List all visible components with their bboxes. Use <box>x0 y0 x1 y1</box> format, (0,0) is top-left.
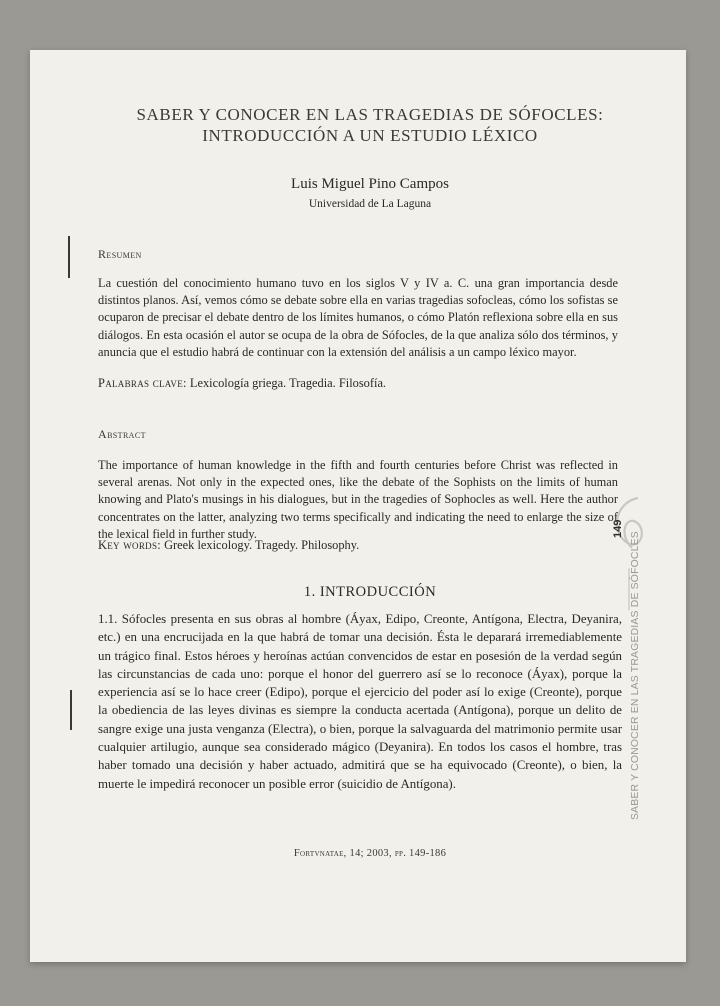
resumen-text: La cuestión del conocimiento humano tuvo en los siglos V y IV a. C. una gran importancia desde distintos planos. Así, vemos cómo se debate sobre ella en varias tragedias sofocleas, cómo los sofistas se ocuparon de precisar el debate dentro de los límites humanos, o cómo Platón reflexiona sobre ella en sus diálogos. En esta ocasión el autor se ocupa de la obra de Sófocles, de la que analiza sólo dos términos, y anuncia que el estudio habrá de continuar con la extensión del análisis a un campo léxico mayor. <box>98 276 618 359</box>
resumen-keywords <box>98 376 618 391</box>
journal-logo-ornament <box>596 490 656 870</box>
abstract-keywords-label: Key words: <box>98 538 161 552</box>
resumen-keywords-label: Palabras clave: <box>98 376 187 390</box>
resumen-label: Resumen <box>98 247 142 261</box>
page-number: 149 <box>612 519 624 538</box>
introduction-text: 1.1. Sófocles presenta en sus obras al hombre (Áyax, Edipo, Creonte, Antígona, Electra, Deyanira, etc.) en una encrucijada en la que habrá de tomar una decisión. Ésta le deparará irremediablemente un trágico final. Estos héroes y heroínas actúan convencidos de estar en posesión de la verdad según las circunstancias de cada uno: porque el honor del guerrero así se lo reconoce (Áyax), porque la experiencia así se lo hace creer (Edipo), porque el ejercicio del poder así lo exige (Creonte), porque la obediencia de las leyes divinas es siempre la conducta acertada (Antígona), porque un delito de sangre exige una justa venganza (Electra), o bien, porque la salvaguarda del matrimonio permite usar cualquier artilugio, aunque sea considerado mágico (Deyanira). En todos los casos el hombre, tras haber tomado una decisión y haber actuado, admitirá que se ha equivocado (Creonte), o bien, la muerte le impedirá reconocer un posible error (suicidio de Antígona). <box>98 612 622 791</box>
title-line-2: INTRODUCCIÓN A UN ESTUDIO LÉXICO <box>202 126 538 145</box>
journal-citation <box>90 848 650 859</box>
title-line-1: SABER Y CONOCER EN LAS TRAGEDIAS DE SÓFOCLES: <box>136 105 604 124</box>
running-title: SABER Y CONOCER EN LAS TRAGEDIAS DE SÓFOCLES <box>630 531 641 820</box>
abstract-text: The importance of human knowledge in the fifth and fourth centuries before Christ was reflected in several arenas. Not only in the expected ones, like the debate of the Sophists on the limits of human knowing and Plato's musings in his dialogues, but in the tragedies of Sophocles as well. Here the author concentrates on the latter, analyzing two terms specifically and indicating the need to enlarge the size of the lexical field in further study. <box>98 458 618 541</box>
article-title <box>90 104 650 146</box>
author-name: Luis Miguel Pino Campos <box>291 176 449 192</box>
abstract-label: Abstract <box>98 427 146 441</box>
document-page <box>30 50 686 962</box>
journal-citation-text: Fortvnatae, 14; 2003, pp. 149-186 <box>293 848 447 859</box>
abstract-keywords-value: Greek lexicology. Tragedy. Philosophy. <box>164 538 360 552</box>
resumen-keywords-value: Lexicología griega. Tragedia. Filosofía. <box>189 376 387 390</box>
margin-mark-top <box>68 236 70 278</box>
margin-mark-middle <box>70 690 72 730</box>
section-heading: 1. INTRODUCCIÓN <box>303 584 437 600</box>
author-affiliation: Universidad de La Laguna <box>308 198 432 210</box>
abstract-keywords <box>98 538 618 553</box>
